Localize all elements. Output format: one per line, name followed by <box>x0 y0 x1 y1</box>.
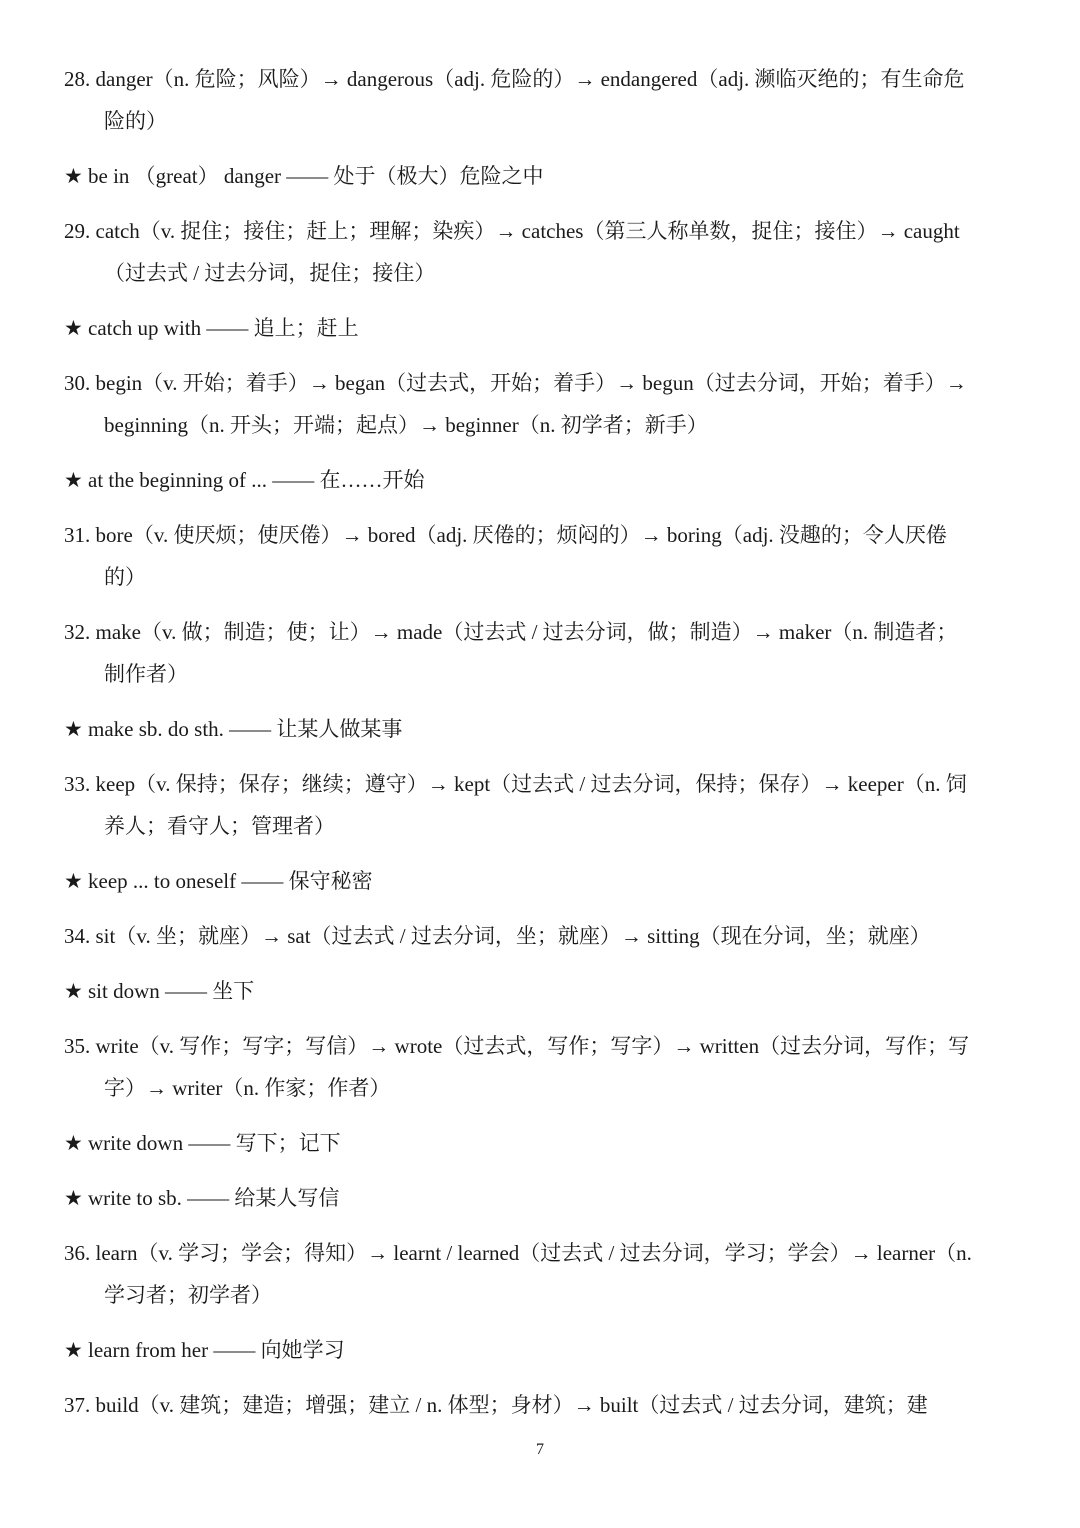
star-icon: ★ <box>64 979 83 1003</box>
phrase-text: sit down —— 坐下 <box>88 979 255 1003</box>
phrase-entry <box>64 1122 1024 1164</box>
star-icon: ★ <box>64 1338 83 1362</box>
phrase-text: be in （great） danger —— 处于（极大）危险之中 <box>88 164 544 188</box>
phrase-text: learn from her —— 向她学习 <box>88 1338 345 1362</box>
word-entry-line: 28. danger（n. 危险；风险）→ dangerous（adj. 危险的）→ endangered（adj. 濒临灭绝的；有生命危 <box>64 67 965 91</box>
phrase-entry <box>64 459 1024 501</box>
star-icon: ★ <box>64 869 83 893</box>
phrase-text: catch up with —— 追上；赶上 <box>88 316 359 340</box>
phrase-entry <box>64 860 1024 902</box>
phrase-entry <box>64 155 1024 197</box>
star-icon: ★ <box>64 1131 83 1155</box>
phrase-entry <box>64 1177 1024 1219</box>
phrase-entry <box>64 307 1024 349</box>
word-entry-line: 37. build（v. 建筑；建造；增强；建立 / n. 体型；身材）→ built（过去式 / 过去分词，建筑；建 <box>64 1393 928 1417</box>
phrase-text: write to sb. —— 给某人写信 <box>88 1186 340 1210</box>
word-entry-continuation: 字）→ writer（n. 作家；作者） <box>104 1076 391 1100</box>
word-entry-continuation: beginning（n. 开头；开端；起点）→ beginner（n. 初学者；新手） <box>104 413 708 437</box>
star-icon: ★ <box>64 316 83 340</box>
word-entry-continuation: 学习者；初学者） <box>104 1283 272 1307</box>
phrase-entry <box>64 970 1024 1012</box>
star-icon: ★ <box>64 468 83 492</box>
phrase-text: make sb. do sth. —— 让某人做某事 <box>88 717 403 741</box>
star-icon: ★ <box>64 164 83 188</box>
phrase-text: write down —— 写下；记下 <box>88 1131 341 1155</box>
word-entry-line: 34. sit（v. 坐；就座）→ sat（过去式 / 过去分词，坐；就座）→ sitting（现在分词，坐；就座） <box>64 924 931 948</box>
star-icon: ★ <box>64 1186 83 1210</box>
vocabulary-list <box>64 58 1024 1426</box>
word-entry-line: 31. bore（v. 使厌烦；使厌倦）→ bored（adj. 厌倦的；烦闷的）→ boring（adj. 没趣的；令人厌倦 <box>64 523 947 547</box>
phrase-text: keep ... to oneself —— 保守秘密 <box>88 869 373 893</box>
word-entry-line: 33. keep（v. 保持；保存；继续；遵守）→ kept（过去式 / 过去分词，保持；保存）→ keeper（n. 饲 <box>64 772 967 796</box>
star-icon: ★ <box>64 717 83 741</box>
word-entry-continuation: 险的） <box>104 109 167 133</box>
word-entry-continuation: 养人；看守人；管理者） <box>104 814 335 838</box>
word-entry-line: 35. write（v. 写作；写字；写信）→ wrote（过去式，写作；写字）→ written（过去分词，写作；写 <box>64 1034 970 1058</box>
word-entry-continuation: 制作者） <box>104 662 188 686</box>
phrase-text: at the beginning of ... —— 在……开始 <box>88 468 425 492</box>
word-entry-line: 29. catch（v. 捉住；接住；赶上；理解；染疾）→ catches（第三人称单数，捉住；接住）→ caught <box>64 219 960 243</box>
page-number: 7 <box>536 1441 544 1458</box>
word-entry-line: 32. make（v. 做；制造；使；让）→ made（过去式 / 过去分词，做；制造）→ maker（n. 制造者； <box>64 620 958 644</box>
phrase-entry <box>64 1329 1024 1371</box>
word-entry-line: 36. learn（v. 学习；学会；得知）→ learnt / learned（过去式 / 过去分词，学习；学会）→ learner（n. <box>64 1241 972 1265</box>
word-entry-continuation: 的） <box>104 565 146 589</box>
word-entry-line: 30. begin（v. 开始；着手）→ began（过去式，开始；着手）→ begun（过去分词，开始；着手）→ <box>64 371 967 395</box>
word-entry-continuation: （过去式 / 过去分词，捉住；接住） <box>104 261 436 285</box>
phrase-entry <box>64 708 1024 750</box>
